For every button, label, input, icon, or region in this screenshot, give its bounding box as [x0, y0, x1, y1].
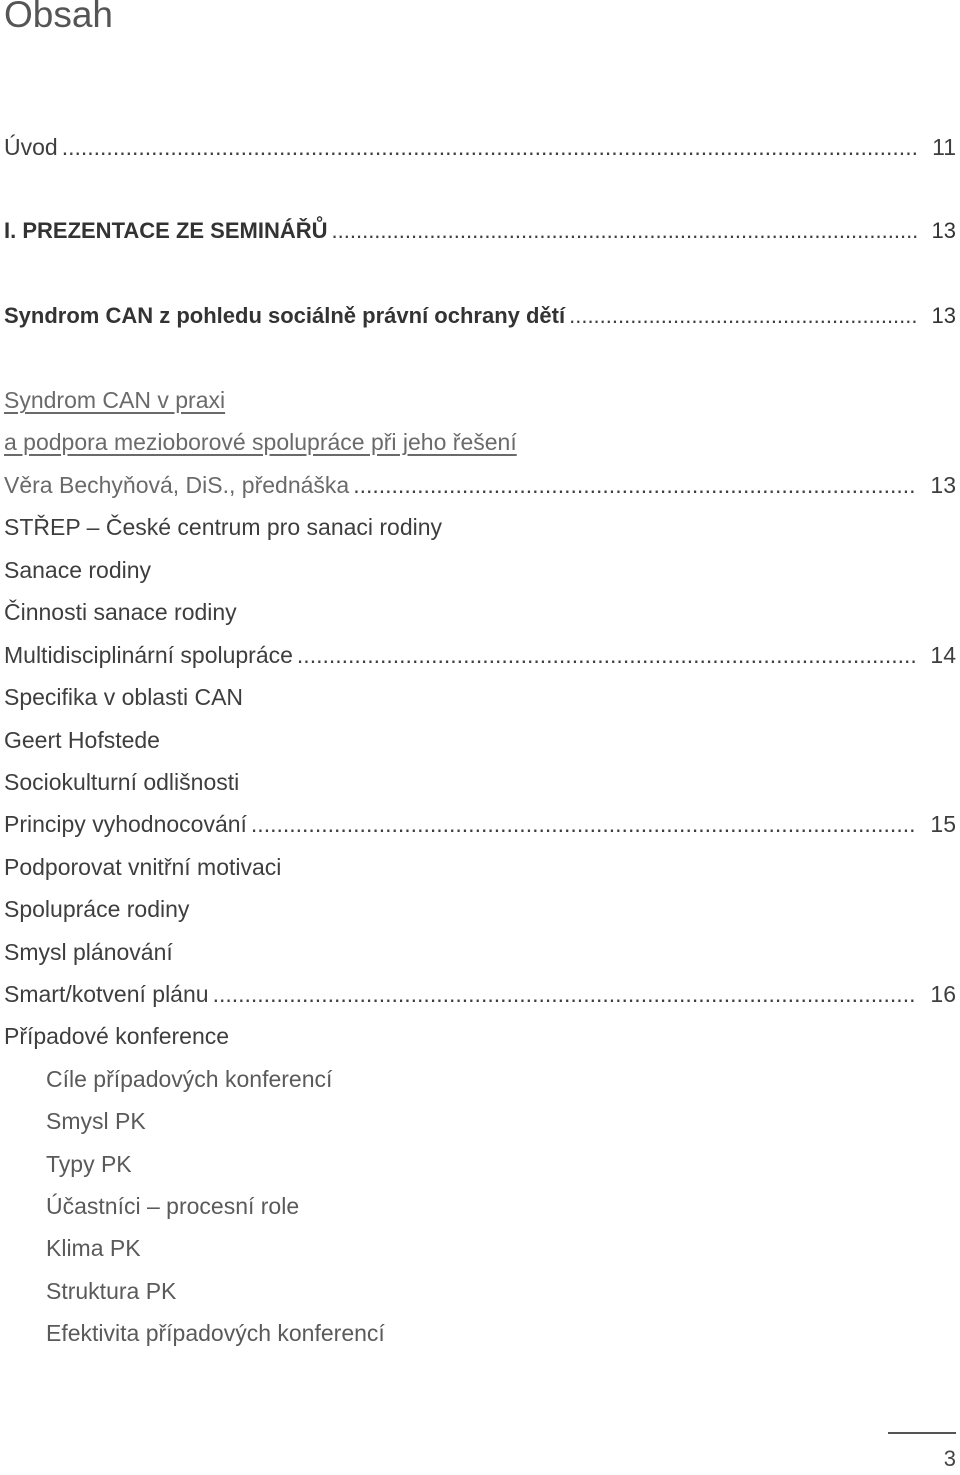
toc-entry-specifika[interactable]: [4, 682, 956, 712]
toc-entry-principy[interactable]: [4, 809, 956, 839]
toc-entry-sanace[interactable]: [4, 555, 956, 585]
toc-entry-label: I. PREZENTACE ZE SEMINÁŘŮ: [4, 218, 328, 243]
toc-entry-label: Případové konference: [4, 1023, 230, 1049]
toc-leader-dots: [569, 301, 917, 331]
toc-subentry-ucastnici[interactable]: [46, 1191, 956, 1221]
toc-entry-label: Geert Hofstede: [4, 727, 160, 753]
toc-entry-label: Činnosti sanace rodiny: [4, 599, 237, 625]
toc-entry-syndrom-pravni[interactable]: [4, 301, 956, 331]
toc-subentry-smysl-pk[interactable]: [46, 1106, 956, 1136]
toc-entry-label: Struktura PK: [46, 1278, 177, 1304]
toc-leader-dots: [213, 979, 917, 1009]
toc-entry-label: Účastníci – procesní role: [46, 1193, 300, 1219]
toc-page-number: 13: [931, 218, 956, 243]
footer-rule: [888, 1432, 956, 1434]
toc-entry-label: Spolupráce rodiny: [4, 896, 190, 922]
toc-entry-label: Efektivita případových konferencí: [46, 1320, 385, 1346]
toc-leader-dots: [332, 216, 918, 246]
toc-entry-label: STŘEP – České centrum pro sanaci rodiny: [4, 514, 443, 540]
toc-page-number: 15: [930, 811, 956, 837]
toc-subentry-typy-pk[interactable]: [46, 1149, 956, 1179]
toc-entry-label: Syndrom CAN z pohledu sociálně právní ochrany dětí: [4, 303, 566, 328]
toc-page-number: 13: [930, 472, 956, 498]
toc-entry-multidisciplinarni[interactable]: [4, 640, 956, 670]
toc-subentry-struktura-pk[interactable]: [46, 1276, 956, 1306]
toc-entry-spoluprace[interactable]: [4, 894, 956, 924]
toc-entry-label: Klima PK: [46, 1235, 141, 1261]
toc-entry-syndrom-praxi-line2[interactable]: [4, 427, 956, 457]
toc-entry-label: Specifika v oblasti CAN: [4, 684, 244, 710]
toc-entry-label: a podpora mezioborové spolupráce při jeho řešení: [4, 429, 517, 455]
toc-entry-label: Syndrom CAN v praxi: [4, 387, 226, 413]
toc-entry-sociokulturni[interactable]: [4, 767, 956, 797]
toc-leader-dots: [251, 809, 916, 839]
toc-entry-label: Smart/kotvení plánu: [4, 981, 209, 1007]
toc-entry-label: Smysl plánování: [4, 939, 173, 965]
toc-entry-hofstede[interactable]: [4, 725, 956, 755]
toc-entry-label: Sociokulturní odlišnosti: [4, 769, 240, 795]
toc-leader-dots: [353, 470, 916, 500]
toc-entry-label: Typy PK: [46, 1151, 132, 1177]
toc-entry-label: Úvod: [4, 134, 58, 160]
page-title: Obsah: [4, 0, 114, 35]
toc-entry-label: Věra Bechyňová, DiS., přednáška: [4, 472, 350, 498]
toc-entry-uvod[interactable]: [4, 132, 956, 162]
toc-entry-podporovat[interactable]: [4, 852, 956, 882]
toc-entry-label: Principy vyhodnocování: [4, 811, 247, 837]
toc-page-number: 16: [930, 981, 956, 1007]
toc-page-number: 11: [932, 134, 956, 160]
toc-entry-pripadove-konference[interactable]: [4, 1021, 956, 1051]
toc-entry-label: Podporovat vnitřní motivaci: [4, 854, 282, 880]
toc-leader-dots: [297, 640, 916, 670]
footer-page-number: 3: [943, 1446, 956, 1471]
toc-entry-prezentace[interactable]: [4, 216, 956, 246]
toc-entry-label: Cíle případových konferencí: [46, 1066, 333, 1092]
toc-entry-strep[interactable]: [4, 512, 956, 542]
toc-entry-label: Sanace rodiny: [4, 557, 152, 583]
toc-subentry-cile[interactable]: [46, 1064, 956, 1094]
toc-subentry-klima-pk[interactable]: [46, 1233, 956, 1263]
toc-entry-syndrom-praxi-line1[interactable]: [4, 385, 956, 415]
toc-page-number: 13: [931, 303, 956, 328]
toc-entry-bechynova[interactable]: [4, 470, 956, 500]
toc-page-number: 14: [930, 642, 956, 668]
toc-entry-label: Multidisciplinární spolupráce: [4, 642, 293, 668]
toc-entry-cinnosti[interactable]: [4, 597, 956, 627]
toc-subentry-efektivita[interactable]: [46, 1318, 956, 1348]
toc-entry-smysl-planovani[interactable]: [4, 937, 956, 967]
toc-leader-dots: [62, 132, 918, 162]
toc-entry-label: Smysl PK: [46, 1108, 146, 1134]
toc-entry-smart[interactable]: [4, 979, 956, 1009]
